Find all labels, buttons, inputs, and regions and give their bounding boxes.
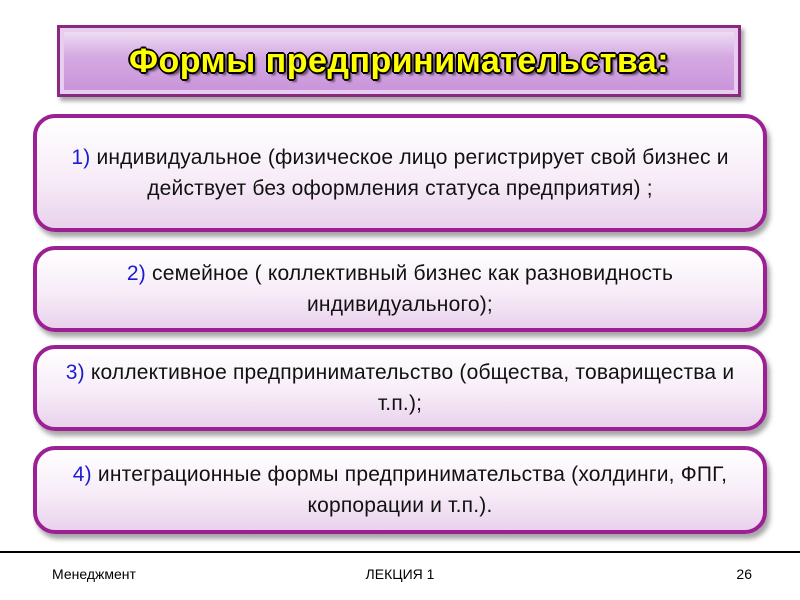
form-item-number: 4) (72, 463, 92, 486)
footer-page-number: 26 (736, 566, 752, 582)
form-item-text (59, 142, 741, 204)
slide-title: Формы предпринимательства: (128, 41, 670, 80)
form-item-integration (33, 446, 767, 534)
slide-title-banner (57, 25, 741, 97)
form-item-description: интеграционные формы предпринимательства (холдинги, ФПГ, корпорации и т.п.). (91, 463, 728, 517)
footer-divider (0, 551, 800, 553)
footer-lecture-label: ЛЕКЦИЯ 1 (365, 566, 435, 582)
form-item-description: коллективное предпринимательство (общества, товарищества и т.п.); (84, 361, 735, 415)
form-item-individual (33, 114, 767, 232)
form-item-number: 2) (126, 262, 146, 285)
form-item-text (59, 258, 741, 320)
form-item-text (59, 357, 741, 419)
form-item-family (33, 246, 767, 332)
form-item-number: 1) (71, 146, 91, 169)
footer-course-name: Менеджмент (52, 566, 136, 582)
form-item-description: индивидуальное (физическое лицо регистрирует свой бизнес и действует без оформления статуса предприятия) ; (90, 146, 729, 200)
form-item-number: 3) (65, 361, 85, 384)
form-item-collective (33, 345, 767, 431)
form-item-description: семейное ( коллективный бизнес как разновидность индивидуального); (145, 262, 674, 316)
form-item-text (59, 459, 741, 521)
